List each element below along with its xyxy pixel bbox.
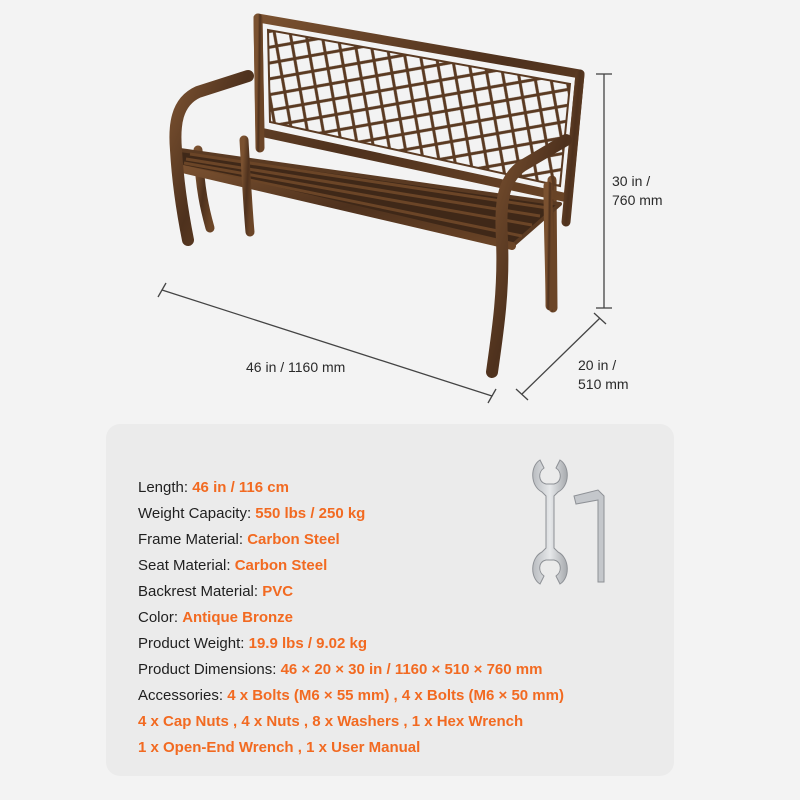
spec-length-label: Length: <box>138 479 189 496</box>
spec-seat-material <box>138 556 327 576</box>
spec-seat-material-label: Seat Material: <box>138 557 231 574</box>
height-dimension-label: 30 in / 760 mm <box>612 173 663 208</box>
spec-accessories-line3: 1 x Open-End Wrench , 1 x User Manual <box>138 739 421 756</box>
spec-length-value: 46 in / 116 cm <box>192 479 289 496</box>
width-dimension-label: 46 in / 1160 mm <box>246 359 346 375</box>
spec-color-value: Antique Bronze <box>182 609 294 626</box>
spec-backrest-material <box>138 582 293 602</box>
spec-seat-material-value: Carbon Steel <box>234 557 328 574</box>
spec-product-dimensions <box>138 660 542 680</box>
spec-product-dimensions-value: 46 × 20 × 30 in / 1160 × 510 × 760 mm <box>280 661 543 678</box>
spec-accessories-line1: 4 x Bolts (M6 × 55 mm) , 4 x Bolts (M6 × 50 mm) <box>227 687 564 704</box>
spec-accessories-continued <box>138 712 523 732</box>
spec-accessories-label: Accessories: <box>138 687 224 704</box>
hex-wrench-icon <box>568 486 618 586</box>
spec-frame-material-value: Carbon Steel <box>247 531 340 548</box>
spec-weight-capacity-label: Weight Capacity: <box>138 505 252 522</box>
spec-product-weight-label: Product Weight: <box>138 635 245 652</box>
spec-accessories-continued-2 <box>138 738 420 758</box>
spec-product-weight-value: 19.9 lbs / 9.02 kg <box>248 635 368 652</box>
spec-frame-material <box>138 530 340 550</box>
spec-weight-capacity-value: 550 lbs / 250 kg <box>255 505 366 522</box>
spec-backrest-material-label: Backrest Material: <box>138 583 259 600</box>
spec-color-label: Color: <box>138 609 179 626</box>
spec-frame-material-label: Frame Material: <box>138 531 244 548</box>
spec-product-weight <box>138 634 367 654</box>
spec-accessories <box>138 686 564 706</box>
spec-color <box>138 608 293 628</box>
spec-product-dimensions-label: Product Dimensions: <box>138 661 277 678</box>
depth-dimension-label: 20 in / 510 mm <box>578 357 629 392</box>
spec-backrest-material-value: PVC <box>262 583 294 600</box>
spec-length <box>138 478 289 498</box>
spec-weight-capacity <box>138 504 365 524</box>
spec-accessories-line2: 4 x Cap Nuts , 4 x Nuts , 8 x Washers , 1 x Hex Wrench <box>138 713 524 730</box>
